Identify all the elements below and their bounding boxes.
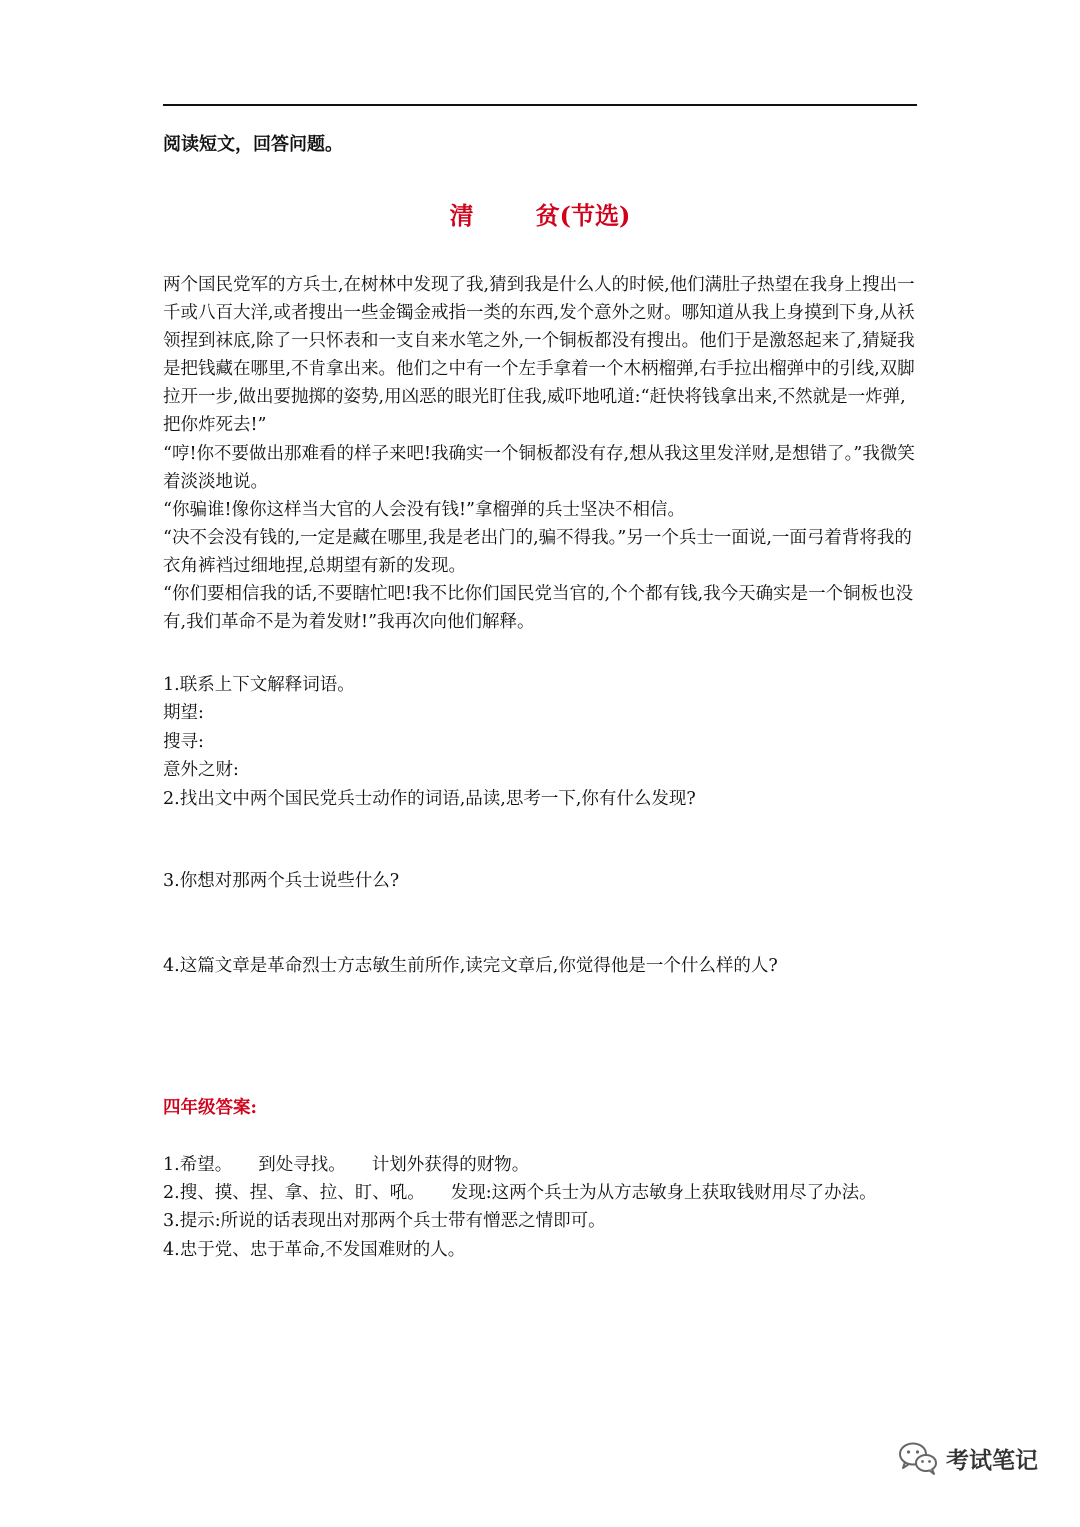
passage-title: [0, 196, 1080, 236]
question-3: 3.你想对那两个兵士说些什么?: [163, 871, 400, 891]
watermark: [898, 1436, 1038, 1480]
passage-paragraph: “你骗谁!像你这样当大官的人会没有钱!”拿榴弹的兵士坚决不相信。: [163, 499, 685, 520]
question-1-item: 搜寻:: [163, 731, 204, 752]
answers-heading: 四年级答案:: [163, 1098, 257, 1118]
top-rule: [163, 104, 917, 106]
answer-2-part: 发现:这两个兵士为从方志敏身上获取钱财用尽了办法。: [450, 1183, 877, 1204]
question-1-item: 期望:: [163, 703, 204, 724]
passage-paragraph: “哼!你不要做出那难看的样子来吧!我确实一个铜板都没有存,想从我这里发洋财,是想错了。”我微笑着淡淡地说。: [163, 443, 915, 492]
answer-1-part: 1.希望。: [163, 1155, 233, 1175]
answers: [163, 1151, 923, 1264]
passage-paragraph: “决不会没有钱的,一定是藏在哪里,我是老出门的,骗不得我。”另一个兵士一面说,一面弓着背将我的衣角裤裆过细地捏,总期望有新的发现。: [163, 527, 912, 576]
answer-2: [163, 1179, 923, 1207]
answer-2-part: 2.搜、摸、捏、拿、拉、盯、吼。: [163, 1183, 425, 1204]
question-2: 2.找出文中两个国民党兵士动作的词语,品读,思考一下,你有什么发现?: [163, 788, 696, 809]
title-part-1: 清: [449, 201, 474, 230]
wechat-icon: [898, 1440, 938, 1476]
watermark-text: 考试笔记: [946, 1447, 1038, 1474]
question-1-item: 意外之财:: [163, 760, 239, 781]
passage: [163, 271, 919, 636]
answer-1-part: 到处寻找。: [258, 1155, 346, 1175]
passage-paragraph: 两个国民党军的方兵士,在树林中发现了我,猜到我是什么人的时候,他们满肚子热望在我身上搜出一千或八百大洋,或者搜出一些金镯金戒指一类的东西,发个意外之财。哪知道从我上身摸到下身,从袄领捏到袜底,除了一只怀表和一支自来水笔之外,一个铜板都没有搜出。他们于是激怒起来了,猜疑我是把钱藏在哪里,不肯拿出来。他们之中有一个左手拿着一个木柄榴弹,右手拉出榴弹中的引线,双脚拉开一步,做出要抛掷的姿势,用凶恶的眼光盯住我,威吓地吼道:“赶快将钱拿出来,不然就是一炸弹,把你炸死去!”: [163, 275, 915, 436]
instruction: 阅读短文，回答问题。: [163, 134, 343, 155]
answer-1-part: 计划外获得的财物。: [371, 1155, 530, 1175]
question-4: 4.这篇文章是革命烈士方志敏生前所作,读完文章后,你觉得他是一个什么样的人?: [163, 956, 778, 976]
answer-4: 4.忠于党、忠于革命,不发国难财的人。: [163, 1239, 466, 1260]
answer-1: [163, 1151, 923, 1179]
title-part-2: 贫(节选): [535, 201, 631, 230]
answer-3: 3.提示:所说的话表现出对那两个兵士带有憎恶之情即可。: [163, 1211, 606, 1232]
passage-paragraph: “你们要相信我的话,不要瞎忙吧!我不比你们国民党当官的,个个都有钱,我今天确实是一个铜板也没有,我们革命不是为着发财!”我再次向他们解释。: [163, 584, 914, 633]
question-1: 1.联系上下文解释词语。: [163, 675, 355, 695]
questions: [163, 671, 919, 813]
